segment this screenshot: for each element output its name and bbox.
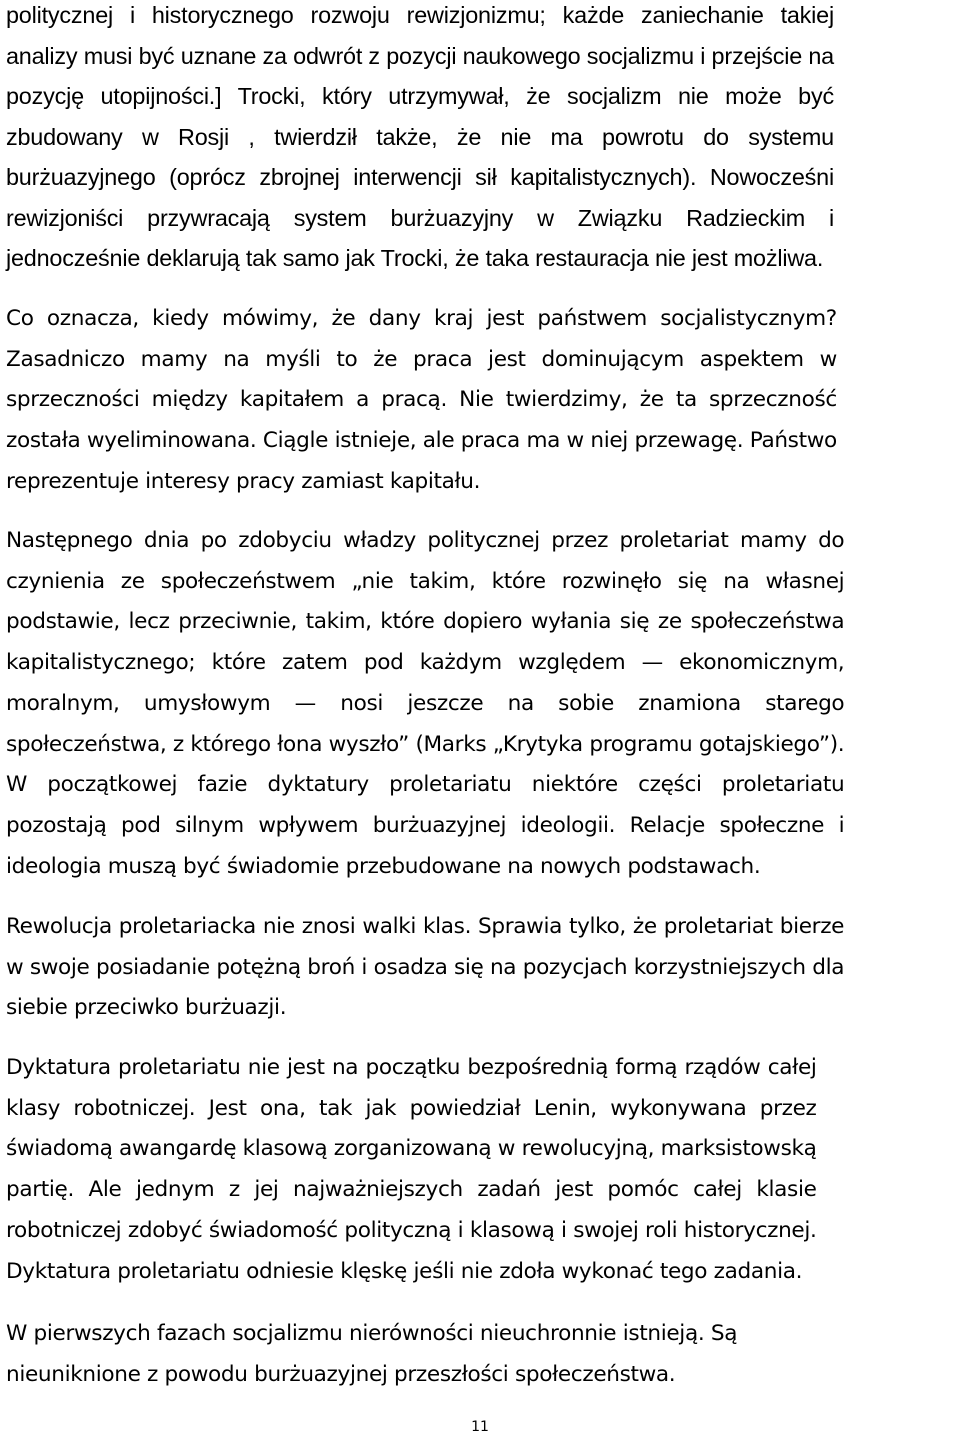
text-line: partię. Ale jednym z jej najważniejszych zadań jest pomóc całej klasie [6, 1177, 817, 1203]
text-line: Dyktatura proletariatu odniesie klęskę jeśli nie zdoła wykonać tego zadania. [6, 1258, 803, 1284]
text-line: społeczeństwa, z którego łona wyszło” (Marks „Krytyka programu gotajskiego”). [6, 731, 845, 757]
text-line: nieuniknione z powodu burżuazyjnej przeszłości społeczeństwa. [6, 1361, 676, 1387]
text-line: Następnego dnia po zdobyciu władzy politycznej przez proletariat mamy do [6, 528, 845, 553]
text-line: burżuazyjnego (oprócz zbrojnej interwencji sił kapitalistycznych). Nowocześni [6, 164, 834, 190]
paragraph-after-seizing-power [6, 521, 844, 887]
text-line: podstawie, lecz przeciwnie, takim, które dopiero wyłania się ze społeczeństwa [6, 609, 845, 635]
text-line: reprezentuje interesy pracy zamiast kapitału. [6, 468, 481, 494]
text-line: świadomą awangardę klasową zorganizowaną w rewolucyjną, marksistowską [6, 1136, 817, 1162]
text-line: w swoje posiadanie potężną broń i osadza się na pozycjach korzystniejszych dla [6, 954, 845, 980]
text-line: rewizjoniści przywracają system burżuazyjny w Związku Radzieckim i [6, 204, 834, 231]
text-line: czynienia ze społeczeństwem „nie takim, które rozwinęło się na własnej [6, 568, 845, 594]
text-line: siebie przeciwko burżuazji. [6, 995, 287, 1021]
text-line: pozycję utopijności.] Trocki, który utrzymywał, że socjalizm nie może być [6, 83, 834, 109]
text-line: została wyeliminowana. Ciągle istnieje, ale praca ma w niej przewagę. Państwo [6, 428, 837, 454]
text-line: pozostają pod silnym wpływem burżuazyjnej ideologii. Relacje społeczne i [6, 812, 845, 838]
paragraph-socialist-state [6, 299, 837, 503]
text-line: sprzeczności między kapitałem a pracą. Nie twierdzimy, że ta sprzeczność [6, 387, 837, 413]
page-number: 11 [471, 1419, 489, 1435]
paragraph-revisionism [6, 0, 834, 279]
text-line: jednocześnie deklarują tak samo jak Trocki, że taka restauracja nie jest możliwa. [6, 245, 824, 271]
paragraph-dictatorship [6, 1048, 817, 1292]
text-line: W pierwszych fazach socjalizmu nierówności nieuchronnie istnieją. Są [6, 1321, 738, 1346]
text-line: W początkowej fazie dyktatury proletariatu niektóre części proletariatu [6, 772, 845, 798]
text-line: Rewolucja proletariacka nie znosi walki klas. Sprawia tylko, że proletariat bierze [6, 914, 845, 939]
text-line: zbudowany w Rosji , twierdził także, że nie ma powrotu do systemu [6, 123, 834, 150]
text-line: robotniczej zdobyć świadomość polityczną i klasową i swojej roli historycznej. [6, 1217, 817, 1243]
text-line: analizy musi być uznane za odwrót z pozycji naukowego socjalizmu i przejście na [6, 42, 834, 69]
text-line: Co oznacza, kiedy mówimy, że dany kraj jest państwem socjalistycznym? [6, 306, 837, 331]
text-line: Zasadniczo mamy na myśli to że praca jest dominującym aspektem w [6, 346, 837, 372]
paragraph-class-struggle [6, 907, 844, 1029]
text-line: ideologia muszą być świadomie przebudowane na nowych podstawach. [6, 853, 761, 879]
text-line: moralnym, umysłowym — nosi jeszcze na sobie znamiona starego [6, 690, 845, 716]
text-line: politycznej i historycznego rozwoju rewizjonizmu; każde zaniechanie takiej [6, 2, 834, 28]
text-line: Dyktatura proletariatu nie jest na początku bezpośrednią formą rządów całej [6, 1055, 817, 1080]
text-line: klasy robotniczej. Jest ona, tak jak powiedział Lenin, wykonywana przez [6, 1095, 817, 1121]
paragraph-inequalities [6, 1314, 737, 1395]
text-line: kapitalistycznego; które zatem pod każdym względem — ekonomicznym, [6, 650, 845, 676]
